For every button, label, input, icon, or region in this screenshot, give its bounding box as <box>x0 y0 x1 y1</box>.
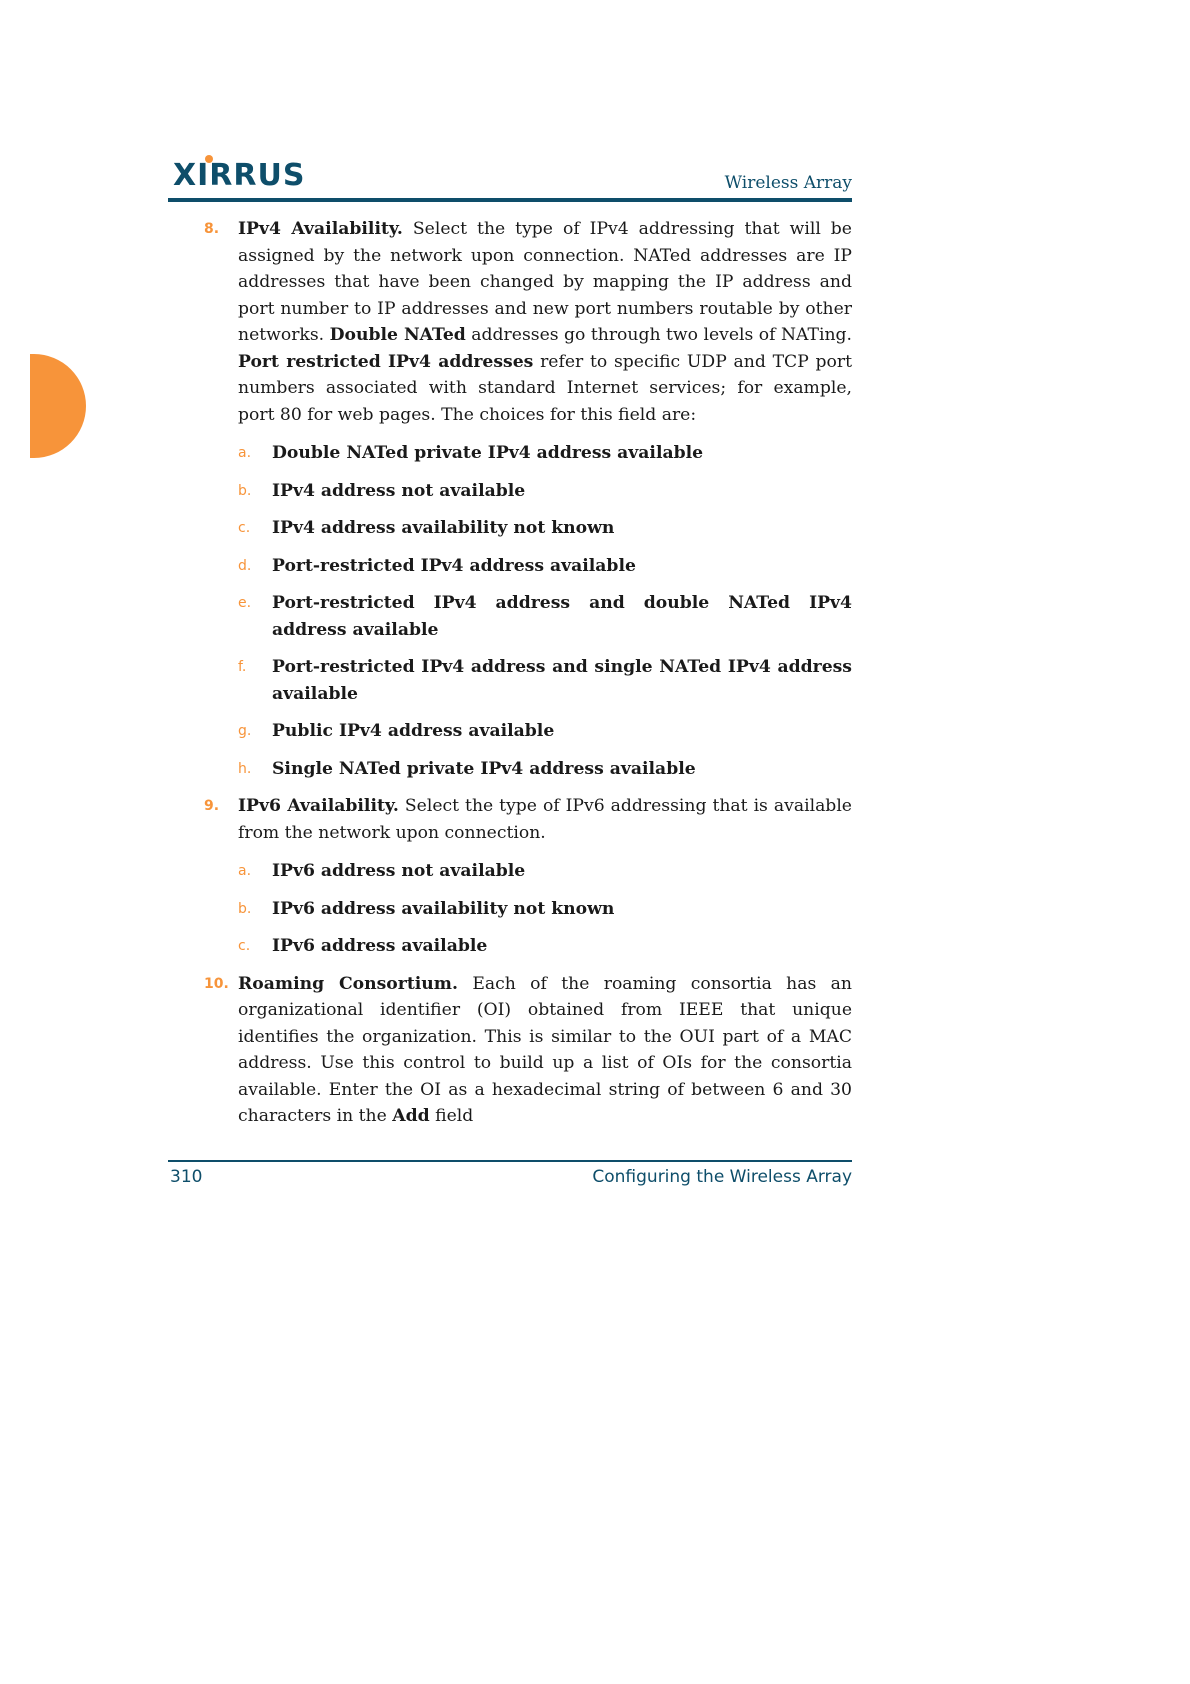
step-ipv4-availability <box>204 216 852 782</box>
step-text: field <box>429 1106 474 1126</box>
option-label: Double NATed private IPv4 address available <box>272 443 704 463</box>
list-item <box>238 718 852 745</box>
step-roaming-consortium <box>204 971 852 1130</box>
option-label: IPv4 address not available <box>272 480 526 501</box>
step-ipv6-availability <box>204 793 852 960</box>
option-letter: b. <box>238 900 252 917</box>
step-bold: Double NATed <box>329 325 466 345</box>
list-item <box>238 478 852 505</box>
chapter-side-tab <box>30 354 86 458</box>
step-number: 10. <box>204 975 229 992</box>
list-item <box>238 933 852 960</box>
list-item <box>238 896 852 923</box>
option-letter: c. <box>238 520 251 536</box>
logo-text: XIRRUS <box>173 158 306 193</box>
option-letter: h. <box>238 760 252 777</box>
list-item <box>238 553 852 580</box>
step-bold: Add <box>392 1106 430 1126</box>
list-item <box>238 590 852 643</box>
option-label: Single NATed private IPv4 address available <box>272 758 696 779</box>
option-letter: f. <box>238 659 247 675</box>
ipv4-options-list <box>238 440 852 782</box>
step-lead: IPv6 Availability. <box>238 796 399 816</box>
option-label: Public IPv4 address available <box>272 721 555 741</box>
option-letter: g. <box>238 723 252 739</box>
page-number: 310 <box>170 1167 203 1187</box>
step-text: addresses go through two levels of NATing. <box>465 325 852 345</box>
footer-title: Configuring the Wireless Array <box>592 1167 852 1187</box>
header-title: Wireless Array <box>724 173 852 193</box>
option-letter: c. <box>238 938 251 954</box>
xirrus-logo <box>173 155 313 195</box>
option-label: IPv6 address not available <box>272 861 526 881</box>
list-item <box>238 440 852 467</box>
option-label: IPv6 address available <box>272 936 488 956</box>
list-item <box>238 654 852 707</box>
list-item <box>238 756 852 783</box>
header-rule <box>168 198 852 202</box>
option-label: IPv4 address availability not known <box>272 518 615 538</box>
option-letter: e. <box>238 595 252 611</box>
list-item <box>238 858 852 885</box>
page-content <box>204 216 852 1140</box>
step-lead: Roaming Consortium. <box>238 973 458 994</box>
ipv6-options-list <box>238 858 852 960</box>
step-number: 8. <box>204 221 220 237</box>
step-bold: Port restricted IPv4 addresses <box>238 351 534 372</box>
option-letter: a. <box>238 445 252 461</box>
step-text: Select the type of IPv6 addressing that is available from the network upon connection. <box>238 796 852 843</box>
option-letter: d. <box>238 557 252 574</box>
option-letter: a. <box>238 863 252 879</box>
footer-rule <box>168 1160 852 1162</box>
step-text: Select the type of IPv4 addressing that will be assigned by the network upon connection. NATed addresses are IP addresses that have been changed by mapping the IP address and port number to IP addresses and new port numbers routable by other networks. <box>238 219 852 345</box>
step-number: 9. <box>204 798 220 814</box>
option-letter: b. <box>238 482 252 499</box>
option-label: Port-restricted IPv4 address and double NATed IPv4 address available <box>272 593 852 640</box>
list-item <box>238 515 852 542</box>
option-label: Port-restricted IPv4 address available <box>272 555 636 576</box>
step-text: refer to specific UDP and TCP port numbers associated with standard Internet services; for example, port 80 for web pages. The choices for this field are: <box>238 351 852 425</box>
option-label: Port-restricted IPv4 address and single NATed IPv4 address available <box>272 657 852 704</box>
option-label: IPv6 address availability not known <box>272 898 615 919</box>
step-lead: IPv4 Availability. <box>238 219 403 239</box>
step-text: Each of the roaming consortia has an organizational identifier (OI) obtained from IEEE that unique identifies the organization. This is similar to the OUI part of a MAC address. Use this control to build up a list of OIs for the consortia available. Enter the OI as a hexadecimal string of between 6 and 30 characters in the <box>238 973 852 1126</box>
